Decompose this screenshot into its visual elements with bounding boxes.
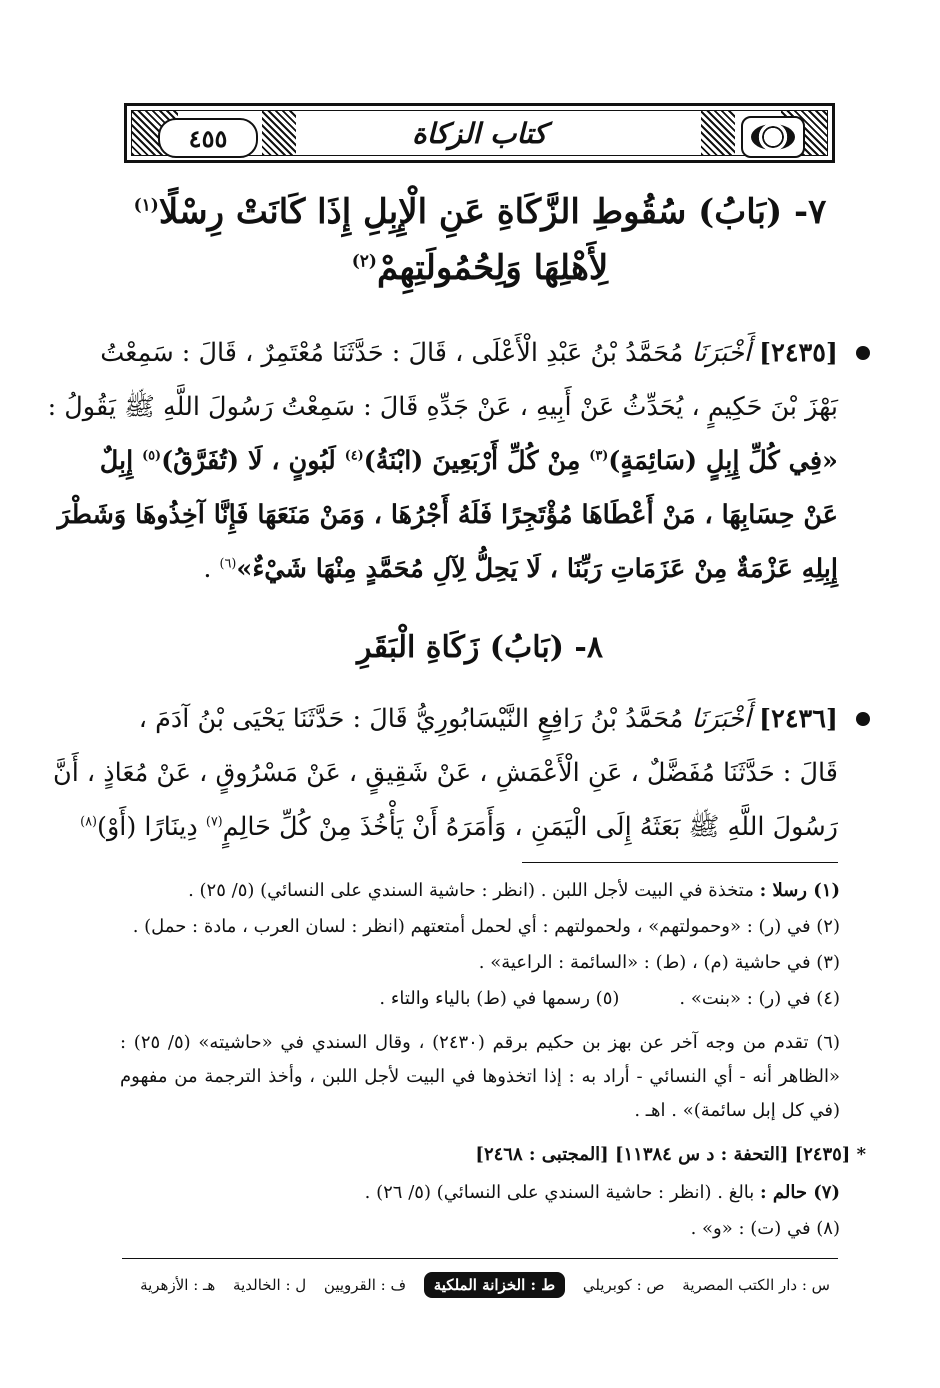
bullet-2435 (856, 346, 870, 360)
hadith-2435-line-3 (99, 434, 838, 488)
footnote-ref-3: (٣) (589, 448, 609, 464)
chapter-8-heading: ٨- (بَابُ) زَكَاةِ الْبَقَرِ (357, 630, 603, 665)
chapter-7-title-cont: لِأَهْلِهَا وَلِحُمُولَتِهِمْ (376, 248, 609, 288)
footnotes-4-5 (180, 982, 840, 1016)
matn-text: إِبِلِهِ عَزْمَةٌ مِنْ عَزَمَاتِ رَبِّنَا ، لَا يَحِلُّ لِآلِ مُحَمَّدٍ مِنْهَا شَيْءٌ» (236, 554, 838, 584)
footnote-1 (120, 874, 840, 908)
running-header (124, 103, 835, 163)
hadith-reference: * [٢٤٣٥] [التحفة : د س ١١٣٨٤] [المجتبى : ٢٤٦٨] (475, 1144, 866, 1165)
footnote-7-text: بالغ . (انظر : حاشية السندي على النسائي) (٥/ ٢٦) . (364, 1182, 761, 1203)
legend-sad: ص : كوبريلي (582, 1276, 665, 1294)
legend-s: س : دار الكتب المصرية (682, 1276, 830, 1294)
footnote-7 (120, 1176, 840, 1210)
matn-text: لَبُونٍ ، لَا (تُفَرَّقُ) (161, 446, 345, 476)
footnote-1-label: (١) رسلا : (759, 880, 840, 901)
footnote-8: (٨) في (ت) : «و» . (690, 1218, 840, 1239)
page-number: ٤٥٥ (158, 118, 258, 158)
running-title: كتاب الزكاة (375, 115, 585, 151)
hadith-2436 (52, 692, 838, 854)
footnote-1-text: متخذة في البيت لأجل اللبن . (انظر : حاشية السندي على النسائي) (٥/ ٢٥) . (188, 880, 760, 901)
hadith-number: [٢٤٣٦] (759, 704, 838, 734)
footnote-ref-2: (٢) (351, 251, 377, 272)
footnote-7-label: (٧) حالم : (760, 1182, 840, 1203)
matn-text: مِنْ كُلِّ أَرْبَعِينَ (ابْنَةُ) (363, 446, 590, 476)
footnote-2: (٢) في (ر) : «وحمولتهم» ، ولحمولتهم : أي لحمل أمتعتهم (انظر : لسان العرب ، مادة : حمل) . (132, 916, 840, 937)
akhbarana: أَخْبَرَنَا (691, 704, 751, 734)
isnad-text: رَسُولَ اللَّهِ ﷺ بَعَثَهُ إِلَى الْيَمَنِ ، وَأَمَرَهُ أَنْ يَأْخُذَ مِنْ كُلِّ حَالِمٍ (222, 812, 838, 842)
hadith-2435 (47, 326, 838, 596)
footnote-5: (٥) رسمها في (ط) بالياء والتاء . (379, 988, 620, 1009)
book-emblem (741, 116, 805, 158)
chapter-7-heading-line2 (120, 242, 840, 294)
matn-text: «فِي كُلِّ إِبِلٍ (سَائِمَةٍ) (608, 446, 838, 476)
manuscript-legend (140, 1266, 830, 1304)
footnote-ref-7: (٧) (205, 814, 223, 830)
hadith-number: [٢٤٣٥] (759, 338, 838, 368)
hadith-2436-line-3 (80, 800, 838, 854)
legend-t-highlight: ط : الخزانة الملكية (424, 1272, 565, 1298)
legend-f: ف : القرويين (323, 1276, 407, 1294)
footnote-ref-6: (٦) (219, 556, 237, 572)
header-frame (131, 110, 828, 156)
footnote-ref-4: (٤) (344, 448, 364, 464)
ornament-left-inner (262, 111, 296, 155)
hadith-2435-line-4: عَنْ حِسَابِهَا ، مَنْ أَعْطَاهَا مُؤْتَجِرًا فَلَهُ أَجْرُهَا ، وَمَنْ مَنَعَهَا فَإِنَّا آخِذُوهَا وَشَطْرَ (57, 500, 838, 530)
hadith-2435-line-5 (120, 542, 838, 596)
footnote-4: (٤) في (ر) : «بنت» . (679, 988, 840, 1009)
isnad-text: مُحَمَّدُ بْنُ عَبْدِ الْأَعْلَى ، قَالَ : حَدَّثَنَا مُعْتَمِرٌ ، قَالَ : سَمِعْتُ (100, 338, 692, 368)
hadith-2436-line-2: قَالَ : حَدَّثَنَا مُفَضَّلٌ ، عَنِ الْأَعْمَشِ ، عَنْ شَقِيقٍ ، عَنْ مَسْرُوقٍ ، عَنْ مُعَاذٍ ، أَنَّ (52, 758, 838, 788)
footnote-6: (٦) تقدم من وجه آخر عن بهز بن حكيم برقم (٢٤٣٠) ، وقال السندي في «حاشيته» (٥/ ٢٥) : «الظاهر أنه - أي النسائي - أراد به : إذا اتخذوها في البيت لأجل اللبن ، وأخذ الترجمة من مفهوم (في كل إبل سائمة)» . اهـ . (120, 1032, 840, 1121)
hadith-2436-line-1 (120, 692, 838, 746)
hadith-2435-line-1 (100, 326, 838, 380)
matn-text: إِبِلٌ (99, 446, 143, 476)
legend-h: هـ : الأزهرية (140, 1276, 216, 1294)
bullet-2436 (856, 712, 870, 726)
legend-l: ل : الخالدية (233, 1276, 307, 1294)
footnote-3: (٣) في حاشية (م) ، (ط) : «السائمة : الراعية» . (478, 952, 840, 973)
ornament-right-inner (701, 111, 735, 155)
chapter-7-title: ٧- (بَابُ) سُقُوطِ الزَّكَاةِ عَنِ الْإِبِلِ إِذَا كَانَتْ رِسْلًا (158, 192, 827, 232)
legend-divider (122, 1258, 838, 1259)
footnote-ref-5: (٥) (142, 448, 162, 464)
period: . (203, 554, 220, 584)
isnad-text: دِينَارًا (أَوْ) (97, 812, 206, 842)
akhbarana: أَخْبَرَنَا (691, 338, 751, 368)
footnote-ref-8: (٨) (80, 814, 97, 830)
footnote-ref-1: (١) (133, 195, 159, 216)
isnad-text: مُحَمَّدُ بْنُ رَافِعٍ النَّيْسَابُورِيُّ قَالَ : حَدَّثَنَا يَحْيَى بْنُ آدَمَ ، (138, 704, 692, 734)
book-emblem-icon (751, 124, 795, 150)
chapter-7-heading-line1 (120, 186, 840, 238)
footnote-divider (522, 862, 838, 863)
hadith-2435-line-2: بَهْزَ بْنَ حَكِيمٍ ، يُحَدِّثُ عَنْ أَبِيهِ ، عَنْ جَدِّهِ قَالَ : سَمِعْتُ رَسُولَ اللَّهِ ﷺ يَقُولُ : (47, 392, 838, 422)
